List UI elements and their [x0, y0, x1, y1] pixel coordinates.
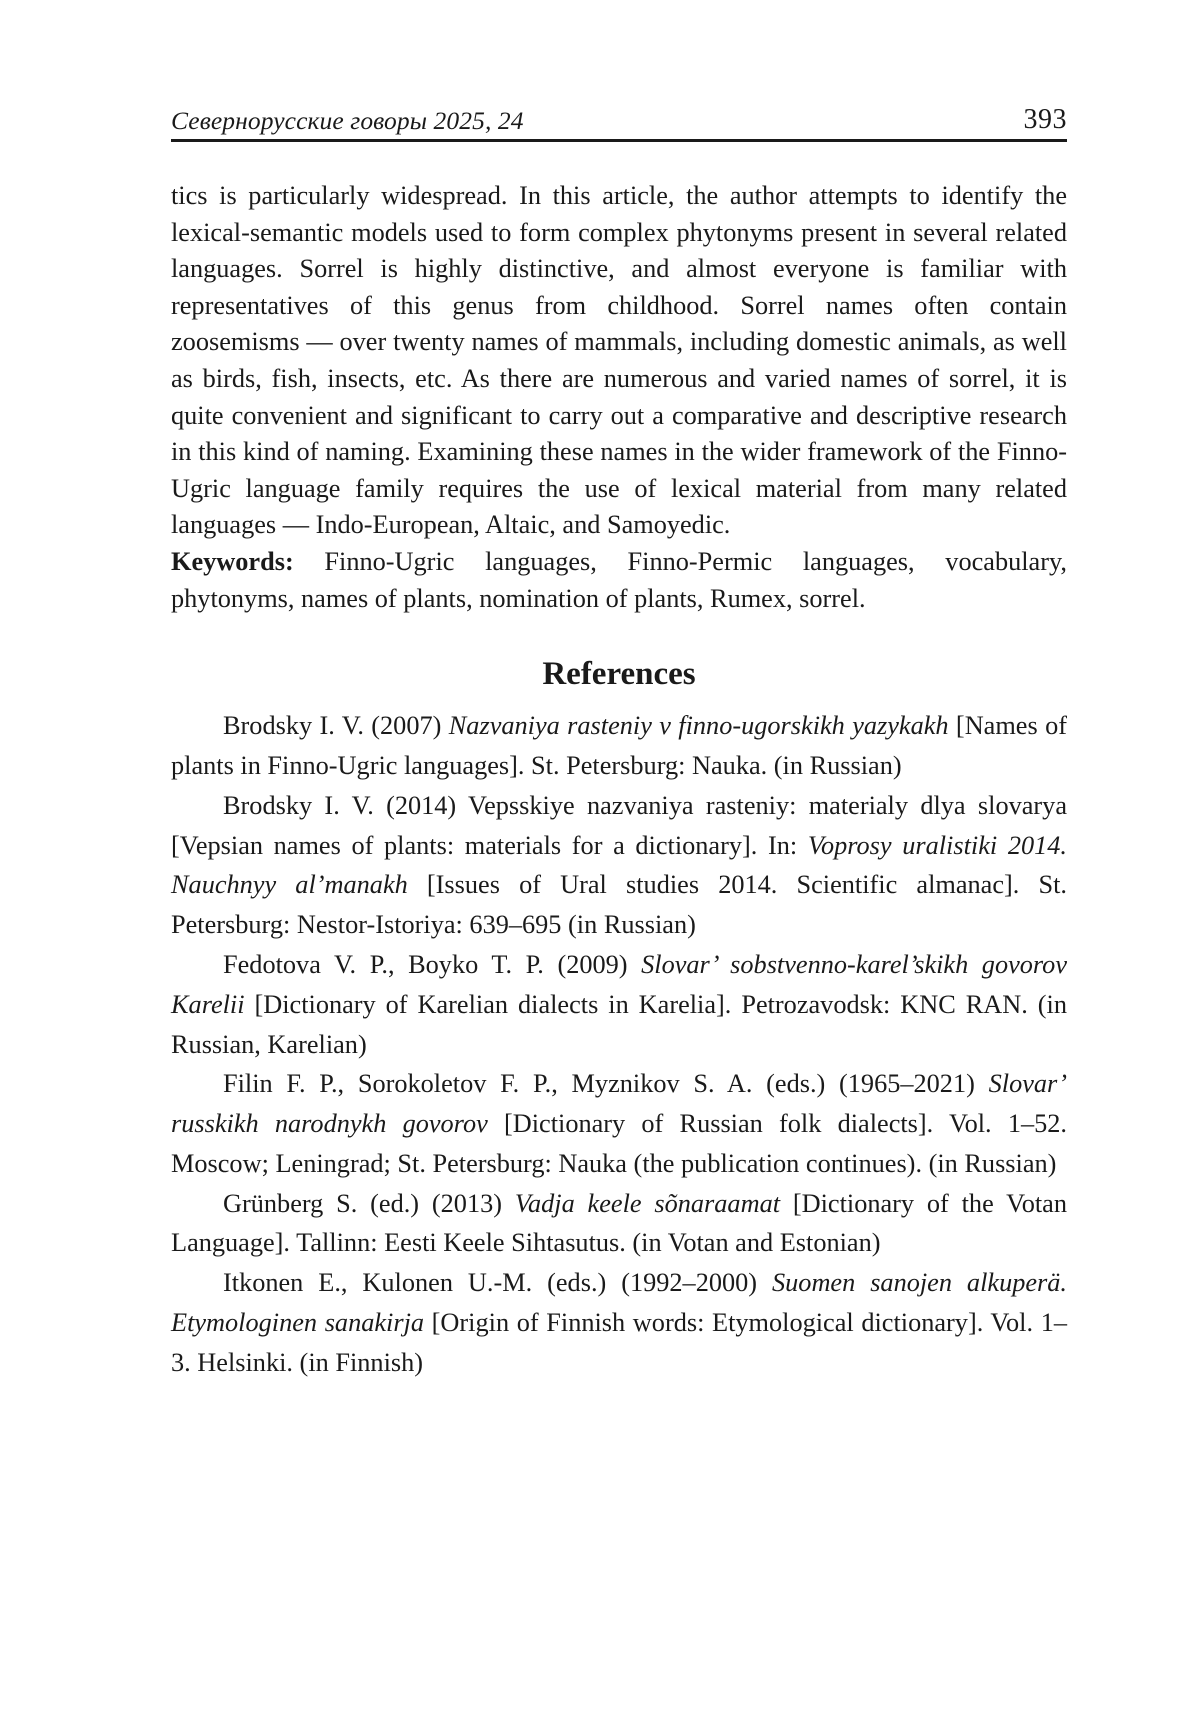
- reference-title: Vadja keele sõnaraamat: [514, 1188, 781, 1218]
- reference-item: [171, 1064, 1067, 1183]
- reference-title: Suomen sanojen alkuperä. Etymologinen sanakirja: [171, 1268, 1067, 1338]
- reference-title: Nazvaniya rasteniy v finno-ugorskikh yazykakh: [448, 711, 949, 741]
- journal-title: Севернорусские говоры 2025, 24: [171, 106, 524, 135]
- page: [171, 98, 1067, 1383]
- reference-title: Voprosy uralistiki 2014. Nauchnyy al’manakh: [171, 830, 1067, 900]
- reference-details: [Dictionary of Russian folk dialects]. Vol. 1–52. Moscow; Leningrad; St. Petersburg: Nauka (the publication continues). (in Russian): [171, 1109, 1067, 1178]
- page-number: 393: [1023, 104, 1067, 135]
- reference-item: [171, 945, 1067, 1064]
- reference-authors: Itkonen E., Kulonen U.-M. (eds.) (1992–2000): [223, 1268, 772, 1298]
- keywords-text: Finno-Ugric languages, Finno-Permic languages, vocabulary, phytonyms, names of plants, nomination of plants, Rumex, sorrel.: [171, 546, 1067, 613]
- reference-details: [Names of plants in Finno-Ugric languages]. St. Petersburg: Nauka. (in Russian): [171, 711, 1067, 780]
- reference-authors: Brodsky I. V. (2007): [223, 711, 449, 741]
- reference-item: [171, 1184, 1067, 1264]
- reference-item: [171, 1263, 1067, 1382]
- reference-authors: Brodsky I. V. (2014) Vepsskiye nazvaniya rasteniy: materialy dlya slovarya [Vepsian names of plants: materials for a dictionary]. In:: [171, 790, 1067, 860]
- reference-title: Slovar’ russkikh narodnykh govorov: [171, 1069, 1067, 1139]
- reference-details: [Origin of Finnish words: Etymological dictionary]. Vol. 1–3. Helsinki. (in Finnish): [171, 1308, 1067, 1377]
- references-heading: References: [542, 656, 696, 693]
- reference-item: [171, 786, 1067, 945]
- abstract-paragraph: tics is particularly widespread. In this article, the author attempts to identify the lexical-semantic models used to form complex phytonyms present in several related languages. Sorrel is highly distinctive, and almost everyone is familiar with representatives of this genus from childhood. Sorrel names often contain zoosemisms — over twenty names of mammals, including domestic animals, as well as birds, fish, insects, etc. As there are numerous and varied names of sorrel, it is quite convenient and significant to carry out a comparative and descriptive research in this kind of naming. Examining these names in the wider framework of the Finno-Ugric language family requires the use of lexical material from many related languages — Indo-European, Altaic, and Samoyedic.: [171, 181, 1067, 540]
- reference-authors: Filin F. P., Sorokoletov F. P., Myznikov S. A. (eds.) (1965–2021): [223, 1069, 989, 1099]
- abstract: [171, 178, 1067, 617]
- reference-title: Slovar’ sobstvenno-karel’skikh govorov Karelii: [171, 949, 1067, 1019]
- reference-details: [Dictionary of the Votan Language]. Tallinn: Eesti Keele Sihtasutus. (in Votan and Estonian): [171, 1188, 1067, 1258]
- reference-authors: Fedotova V. P., Boyko T. P. (2009): [223, 949, 642, 979]
- reference-list: [171, 706, 1067, 1383]
- reference-item: [171, 706, 1067, 786]
- running-head: [171, 98, 1067, 142]
- reference-authors: Grünberg S. (ed.) (2013): [223, 1188, 515, 1218]
- keywords: [171, 544, 1067, 617]
- reference-details: [Issues of Ural studies 2014. Scientific almanac]. St. Petersburg: Nestor-Istoriya: 639–695 (in Russian): [171, 870, 1067, 940]
- keywords-label: Keywords:: [171, 546, 294, 576]
- reference-details: [Dictionary of Karelian dialects in Karelia]. Petrozavodsk: KNC RAN. (in Russian, Karelian): [171, 989, 1067, 1059]
